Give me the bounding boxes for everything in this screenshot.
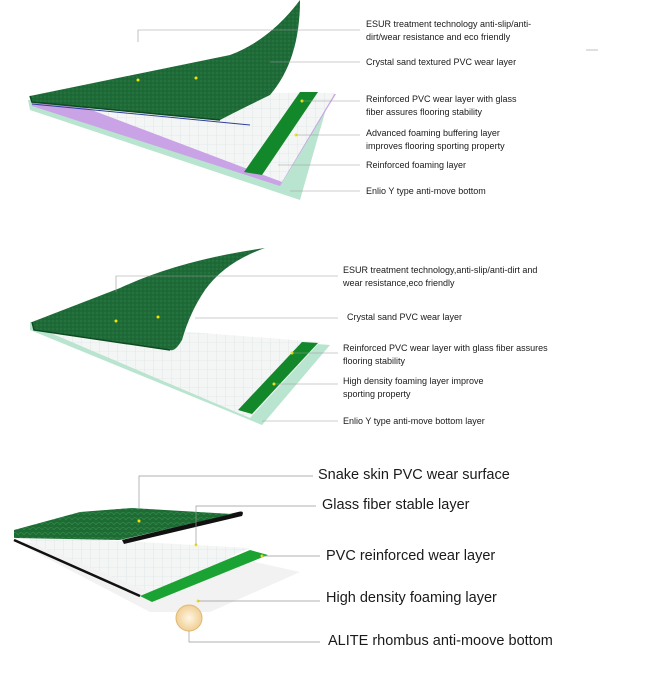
d3-label-foaming: High density foaming layer	[326, 590, 497, 606]
d3-roll	[176, 605, 202, 631]
d3-label-bottom: ALITE rhombus anti-moove bottom	[328, 633, 553, 649]
d1-marker-1	[137, 79, 140, 82]
d1-label-reinforced-pvc: Reinforced PVC wear layer with glass fiber assures flooring stability	[366, 94, 517, 118]
d1-label-crystal-sand: Crystal sand textured PVC wear layer	[366, 57, 517, 67]
d1-label-reinforced-foaming: Reinforced foaming layer	[366, 160, 467, 170]
d1-label-bottom: Enlio Y type anti-move bottom	[366, 186, 486, 196]
diagram-2-illustration	[30, 248, 338, 425]
d2-marker-1	[115, 320, 118, 323]
d2-label-bottom: Enlio Y type anti-move bottom layer	[343, 416, 485, 426]
d3-leader-2	[196, 506, 316, 545]
d3-marker-1	[138, 520, 141, 523]
d3-label-snake-skin: Snake skin PVC wear surface	[318, 467, 510, 483]
d3-label-pvc-reinforced: PVC reinforced wear layer	[326, 548, 496, 564]
d2-label-crystal-sand: Crystal sand PVC wear layer	[347, 312, 463, 322]
d3-label-glass-fiber: Glass fiber stable layer	[322, 497, 470, 513]
d1-label-foaming-buffer: Advanced foaming buffering layer improves flooring sporting property	[366, 128, 505, 152]
d1-label-esur: ESUR treatment technology anti-slip/anti- dirt/wear resistance and eco friendly	[366, 19, 532, 43]
d1-marker-2	[195, 77, 198, 80]
diagram-3-illustration	[14, 476, 320, 642]
d3-leader-5	[189, 631, 320, 642]
d1-leader-1	[138, 30, 360, 42]
d3-leader-1	[139, 476, 313, 508]
d2-label-reinforced-pvc: Reinforced PVC wear layer with glass fiber assures flooring stability	[343, 343, 548, 367]
d2-marker-2	[157, 316, 160, 319]
d2-label-foaming: High density foaming layer improve sporting property	[343, 376, 484, 400]
d2-label-esur: ESUR treatment technology,anti-slip/anti-dirt and wear resistance,eco friendly	[343, 265, 538, 289]
